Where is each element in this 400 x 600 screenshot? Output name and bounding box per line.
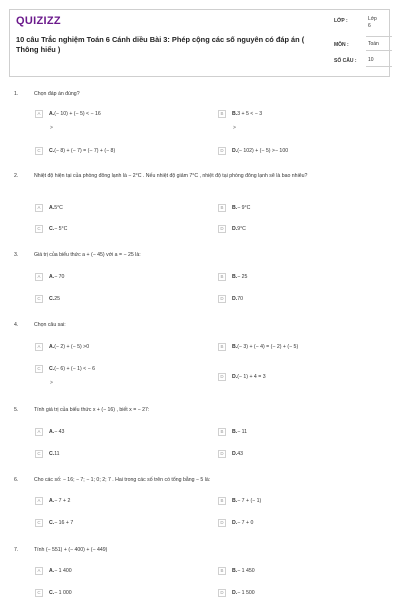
option-label: D. <box>232 225 238 232</box>
class-value: Lớp 6 <box>368 16 377 29</box>
option-text: (− 3) + (− 4) = (− 2) + (− 5) <box>237 343 299 350</box>
option-label: B. <box>232 497 238 504</box>
option-text: − 1 450 <box>237 567 255 574</box>
option-label: D. <box>232 295 238 302</box>
option-letter-box: C <box>35 450 43 458</box>
option-letter-box: A <box>35 273 43 281</box>
question-number: 3. <box>14 252 19 258</box>
option-label: D. <box>232 589 238 596</box>
option-text: − 7 + 2 <box>54 497 71 504</box>
subject-label: MÔN : <box>334 42 349 48</box>
question-number: 4. <box>14 322 19 328</box>
option-letter-box: D <box>218 373 226 381</box>
option-label: D. <box>232 519 238 526</box>
question-text: Cho các số: − 16; − 7; − 1; 0; 2; 7 . Hai trong các số trên có tổng bằng − 5 là: <box>34 477 211 483</box>
option-letter-box: A <box>35 497 43 505</box>
option-label: B. <box>232 273 238 280</box>
option-label: C. <box>49 295 55 302</box>
question-number: 7. <box>14 547 19 553</box>
option-letter-box: C <box>35 589 43 597</box>
option-label: D. <box>232 147 238 154</box>
question-text: Giá trị của biểu thức a + (− 45) với a = − 25 là: <box>34 252 141 258</box>
option-letter-box: C <box>35 295 43 303</box>
option-text: 5°C <box>54 204 63 211</box>
question-number: 2. <box>14 173 19 179</box>
class-divider <box>366 36 392 37</box>
option-text: (− 8) + (− 7) = (− 7) + (− 8) <box>54 147 116 154</box>
option-label: A. <box>49 204 55 211</box>
option-letter-box: B <box>218 428 226 436</box>
option-text: − 1 400 <box>54 567 72 574</box>
option-letter-box: B <box>218 497 226 505</box>
option-label: C. <box>49 450 55 457</box>
option-label: A. <box>49 343 55 350</box>
option-text: − 7 + 0 <box>237 519 254 526</box>
option-b-continuation: > <box>233 125 236 131</box>
option-letter-box: B <box>218 567 226 575</box>
option-letter-box: A <box>35 343 43 351</box>
option-letter-box: B <box>218 204 226 212</box>
option-text: 43 <box>237 450 243 457</box>
option-label: A. <box>49 567 55 574</box>
option-label: A. <box>49 273 55 280</box>
option-letter-box: B <box>218 273 226 281</box>
question-number: 1. <box>14 91 19 97</box>
option-label: B. <box>232 343 238 350</box>
question-text: Tính (− 551) + (− 400) + (− 449) <box>34 547 108 553</box>
option-label: B. <box>232 204 238 211</box>
option-letter-box: D <box>218 519 226 527</box>
option-letter-box: C <box>35 365 43 373</box>
option-label: B. <box>232 428 238 435</box>
option-letter-box: A <box>35 204 43 212</box>
option-label: C. <box>49 589 55 596</box>
option-a-continuation: > <box>50 125 53 131</box>
option-text: (− 10) + (− 5) < − 16 <box>54 110 101 117</box>
option-letter-box: C <box>35 519 43 527</box>
option-letter-box: A <box>35 110 43 118</box>
option-text: 25 <box>54 295 60 302</box>
option-text: (− 2) + (− 5) >0 <box>54 343 90 350</box>
question-text: Nhiệt độ hiện tại của phòng đông lạnh là − 2°C . Nếu nhiệt độ giảm 7°C , nhiệt độ tại phòng đông lạnh sẽ là bao nhiêu? <box>34 173 308 179</box>
option-letter-box: C <box>35 147 43 155</box>
option-letter-box: D <box>218 589 226 597</box>
option-label: D. <box>232 450 238 457</box>
option-text: 11 <box>54 450 60 457</box>
option-letter-box: B <box>218 110 226 118</box>
count-value: 10 <box>368 57 374 63</box>
option-text: (− 1) + 4 = 3 <box>237 373 266 380</box>
option-text: − 5°C <box>54 225 68 232</box>
option-text: (− 102) + (− 5) >− 100 <box>237 147 289 154</box>
option-label: B. <box>232 567 238 574</box>
option-label: B. <box>232 110 238 117</box>
option-text: − 43 <box>54 428 65 435</box>
option-text: 9°C <box>237 225 246 232</box>
option-text: (− 6) + (− 1) < − 6 <box>54 365 95 372</box>
option-label: C. <box>49 225 55 232</box>
option-letter-box: D <box>218 147 226 155</box>
count-divider <box>366 66 392 67</box>
option-text: − 25 <box>237 273 248 280</box>
option-text: − 70 <box>54 273 65 280</box>
option-c-continuation: > <box>50 380 53 386</box>
count-label: SỐ CÂU : <box>334 58 357 64</box>
option-letter-box: A <box>35 567 43 575</box>
option-label: A. <box>49 497 55 504</box>
option-text: − 1 000 <box>54 589 72 596</box>
option-label: A. <box>49 428 55 435</box>
option-text: − 1 500 <box>237 589 255 596</box>
option-text: − 7 + (− 1) <box>237 497 262 504</box>
option-letter-box: D <box>218 450 226 458</box>
class-label: LỚP : <box>334 18 348 24</box>
option-letter-box: B <box>218 343 226 351</box>
option-label: C. <box>49 519 55 526</box>
subject-divider <box>366 50 392 51</box>
option-label: D. <box>232 373 238 380</box>
option-label: C. <box>49 365 55 372</box>
question-number: 5. <box>14 407 19 413</box>
quiz-header <box>9 9 390 77</box>
question-number: 6. <box>14 477 19 483</box>
subject-value: Toán <box>368 41 379 47</box>
option-letter-box: D <box>218 295 226 303</box>
option-text: 3 + 5 < − 3 <box>237 110 263 117</box>
option-text: 70 <box>237 295 243 302</box>
option-letter-box: D <box>218 225 226 233</box>
option-text: − 16 + 7 <box>54 519 74 526</box>
quizizz-logo: QUIZIZZ <box>16 15 61 27</box>
option-letter-box: C <box>35 225 43 233</box>
option-label: A. <box>49 110 55 117</box>
question-text: Chọn câu sai: <box>34 322 66 328</box>
question-text: Chọn đáp án đúng? <box>34 91 80 97</box>
option-letter-box: A <box>35 428 43 436</box>
question-text: Tính giá trị của biểu thức x + (− 16) , biết x = − 27: <box>34 407 150 413</box>
option-label: C. <box>49 147 55 154</box>
option-text: − 9°C <box>237 204 251 211</box>
quiz-title: 10 câu Trắc nghiệm Toán 6 Cánh diều Bài 3: Phép cộng các số nguyên có đáp án ( Thông hiểu ) <box>16 35 305 54</box>
option-text: − 11 <box>237 428 248 435</box>
